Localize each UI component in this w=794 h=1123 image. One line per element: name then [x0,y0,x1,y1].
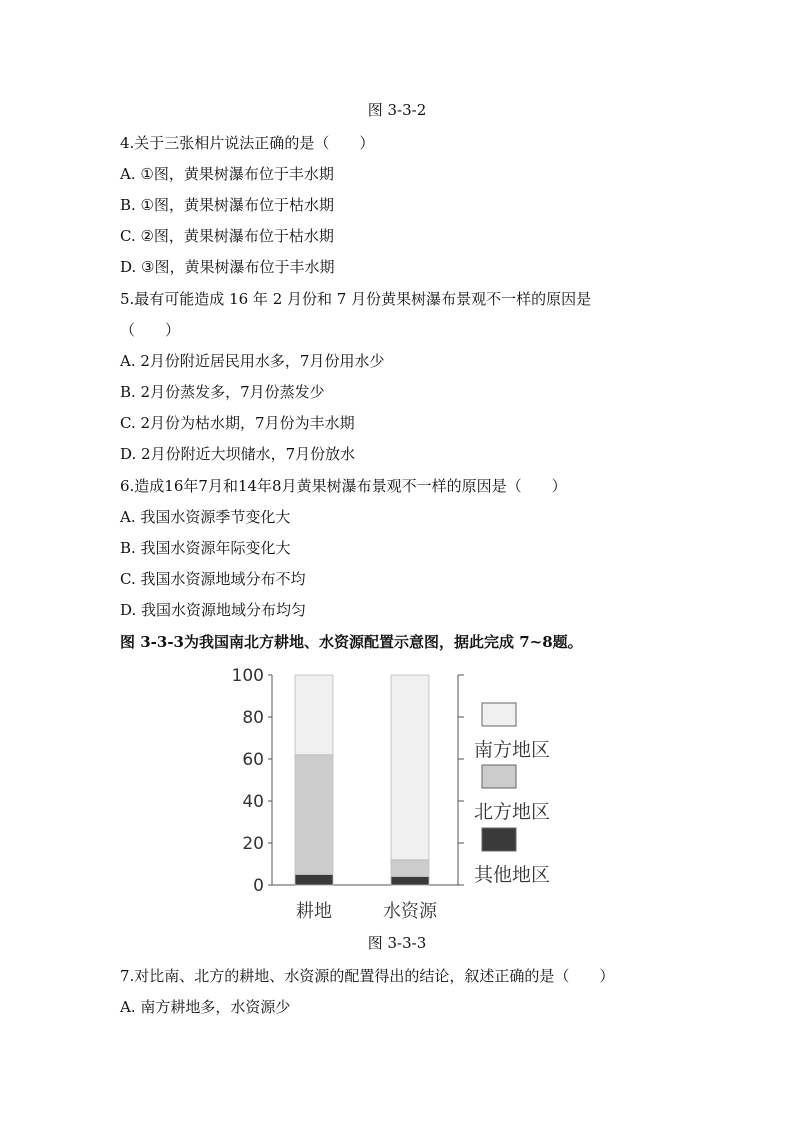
option-line: C. 我国水资源地域分布不均 [120,570,306,588]
legend-label: 南方地区 [474,739,551,761]
option-line: B. ①图，黄果树瀑布位于枯水期 [120,196,335,214]
option-line: D. 2月份附近大坝储水，7月份放水 [120,445,356,463]
y-tick-label: 40 [242,792,264,812]
legend-label: 其他地区 [474,864,551,886]
legend-label: 北方地区 [474,801,551,823]
y-tick-label: 60 [242,750,264,770]
legend-swatch [482,828,516,851]
option-line: A. 南方耕地多，水资源少 [120,998,291,1016]
option-line: A. 我国水资源季节变化大 [120,508,291,526]
bar-segment [391,877,429,885]
option-line: A. 2月份附近居民用水多，7月份用水少 [120,352,385,370]
bar-segment [391,860,429,877]
stacked-bar-chart [220,660,580,928]
question-line: （ ） [120,321,181,339]
bar-segment [295,875,333,886]
bar-segment [295,675,333,755]
x-category-label: 耕地 [296,901,332,922]
x-category-label: 水资源 [383,901,437,922]
y-tick-label: 80 [242,708,264,728]
option-line: B. 2月份蒸发多，7月份蒸发少 [120,383,325,401]
bar-segment [295,755,333,875]
question-line: 5.最有可能造成 16 年 2 月份和 7 月份黄果树瀑布景观不一样的原因是 [120,290,592,308]
option-line: A. ①图，黄果树瀑布位于丰水期 [120,165,334,183]
option-line: D. 我国水资源地域分布均匀 [120,601,307,619]
figure-caption-bottom: 图 3-3-3 [367,934,427,952]
y-tick-label: 100 [231,666,264,686]
option-line: D. ③图，黄果树瀑布位于丰水期 [120,258,335,276]
question-line: 7.对比南、北方的耕地、水资源的配置得出的结论，叙述正确的是（ ） [120,967,615,985]
y-tick-label: 0 [253,876,264,896]
y-tick-label: 20 [242,834,264,854]
figure-intro: 图 3-3-3为我国南北方耕地、水资源配置示意图，据此完成 7~8题。 [120,633,583,651]
bar-segment [391,675,429,860]
legend-swatch [482,703,516,726]
question-line: 4.关于三张相片说法正确的是（ ） [120,134,375,152]
option-line: C. 2月份为枯水期，7月份为丰水期 [120,414,355,432]
option-line: B. 我国水资源年际变化大 [120,539,291,557]
question-line: 6.造成16年7月和14年8月黄果树瀑布景观不一样的原因是（ ） [120,477,567,495]
figure-caption-top: 图 3-3-2 [367,101,427,119]
option-line: C. ②图，黄果树瀑布位于枯水期 [120,227,334,245]
legend-swatch [482,765,516,788]
